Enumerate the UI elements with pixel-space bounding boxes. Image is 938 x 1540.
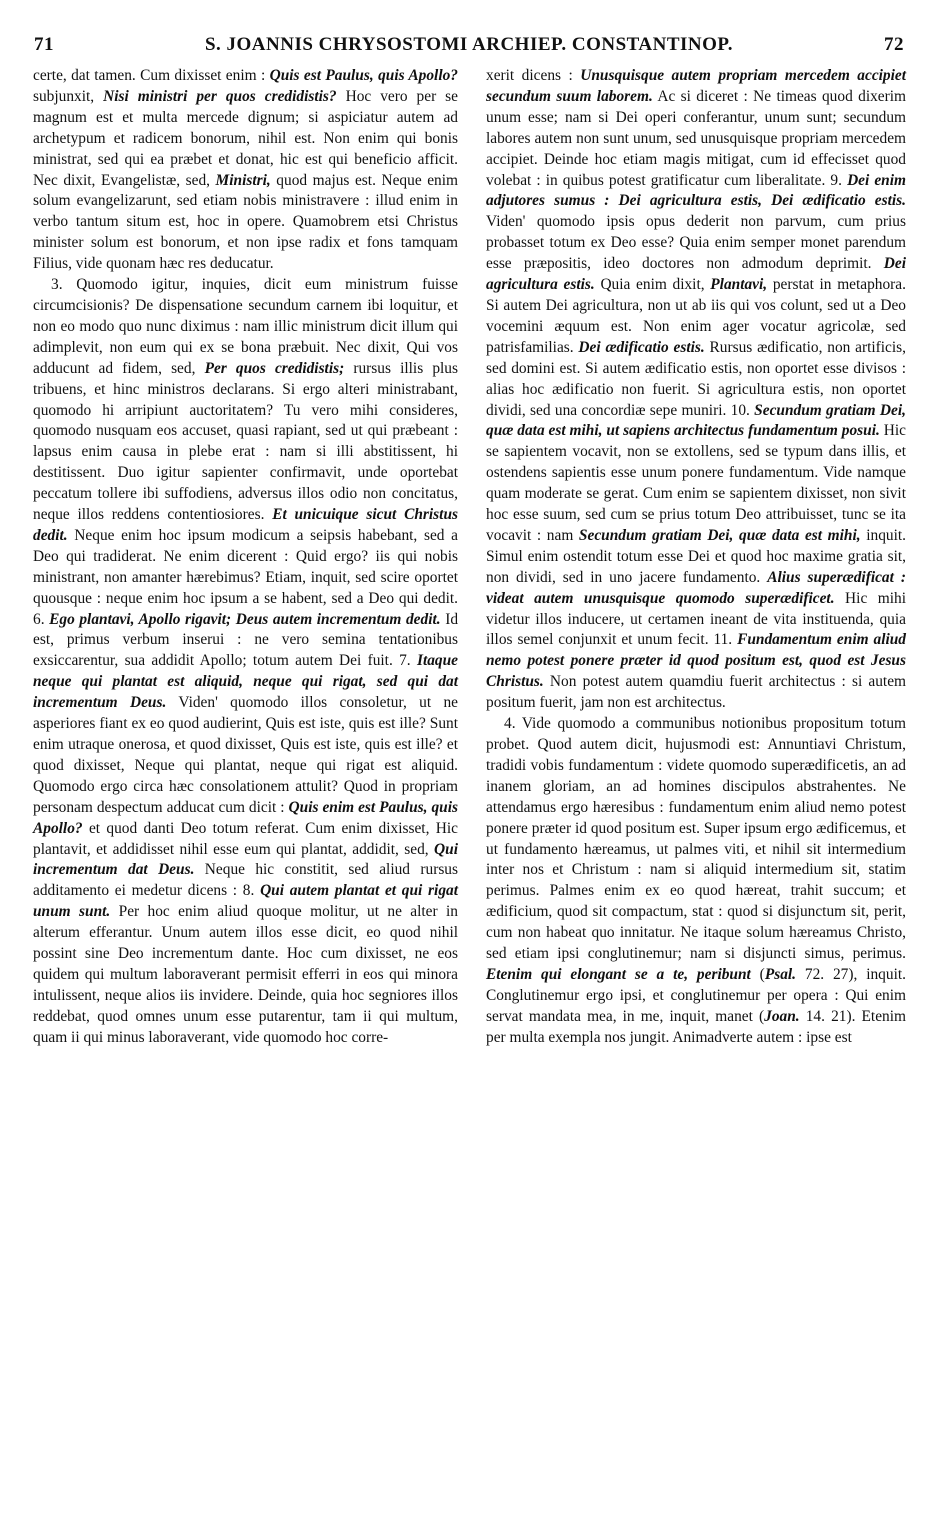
text-run: Ac si diceret : Ne timeas quod dixerim unum esse; nam si Dei operi conferantur, unum sunt; secundum labores autem non sunt unum, sed unusquisque propriam mercedem accipiet. Deinde hoc etiam magis mitigat, cum id effecisset quod volebat : in quibus potest gratificatur cum liberalitate. 9. [486,87,906,189]
text-run: Hic mihi videtur illos inducere, ut certamen ineant de vita instituenda, quia illos semel conjunxit et unum fecit. 11. [486,589,907,649]
text-run: 14. 21). Etenim per multa exempla nos jungit. Animadverte autem : ipse est [486,1007,906,1046]
italic-quotation: Alius superædificat : videat autem unusquisque quomodo superædificet. [486,568,906,607]
text-run: subjunxit, [33,87,104,105]
italic-quotation: Quis enim est Paulus, quis Apollo? [33,798,458,837]
paragraph [486,714,906,1049]
page-header [34,30,904,60]
text-run: Hic se sapientem vocavit, non se extollens, sed se typum dans illis, et ostendens sapientis esse unum ponere fundamentum. Vide namque quam moderate se gerat. Cum enim se sapientem dixisset, non sivit hoc esse suum, sed cum se prius totum Deo attribuisset, tunc se ita vocavit : nam [486,422,906,544]
text-run: Neque enim hoc ipsum modicum a seipsis habebant, sed a Deo qui tradiderat. Ne enim dicerent : Quid ergo? iis qui nobis ministrant, non amanter hærebimus? Etiam, inquit, sed scire oportet quousque : neque enim hoc ipsum a se habent, sed a Deo qui dedit. 6. [33,526,458,628]
italic-quotation: Qui incrementum dat Deus. [33,840,458,879]
text-run: Hoc vero per se magnum est et multa mercede dignum; si aspiciatur autem ad archetypum et radicem bonorum, nihil est. Non enim qui bonis ministrat, sed qui ea præbet et donat, hic est qui beneficio afficit. Nec dixit, Evangelistæ, sed, [33,87,458,189]
italic-quotation: Psal. [764,965,797,983]
italic-quotation: Dei enim adjutores sumus : Dei agricultura estis, Dei ædificatio estis. [486,171,906,210]
paragraph [486,66,906,714]
italic-quotation: Etenim qui elongant se a te, peribunt [486,965,751,983]
italic-quotation: Et unicuique sicut Christus dedit. [33,506,458,544]
text-run: Viden' quomodo illos consoletur, ut ne asperiores fiant ex eo quod audierint, Quis est iste, quis est ille? Sunt enim utraque onerosa, et quod dixisset, Quis est iste, quis est ille? et quod dixisset, Neque qui plantat, neque qui rigat est aliquid. Quomodo ergo circa hæc consolationem attulit? Quod in propriam personam despectum adducat cum dicit : [33,694,458,816]
italic-quotation: Fundamentum enim aliud nemo potest ponere præter id quod positum est, quod est Jesus Christus. [486,631,907,691]
text-run: quod majus est. Neque enim solum evangelizarunt, sed etiam nobis ministravere : illud enim in verbo tantum situm est, hoc in opere. Quamobrem etsi Christus minister solum est bonorum, et non ipse radix et fons tamquam Filius, vide quonam hæc res deducatur. [33,171,458,273]
italic-quotation: Per quos credidistis; [204,359,345,377]
text-run: Viden' quomodo ipsis opus dederit non parvum, cum prius probasset totum ex Deo esse? Quia enim semper monet parendum esse præpositis, ideo doctores non admodum deprimit. [486,213,906,273]
text-run: Quia enim dixit, [594,276,711,294]
italic-quotation: Plantavi, [710,276,768,294]
running-title: S. JOANNIS CHRYSOSTOMI ARCHIEP. CONSTANTINOP. [204,34,734,55]
right-column [486,66,906,1049]
italic-quotation: Itaque neque qui plantat est aliquid, neque qui rigat, sed qui dat incrementum Deus. [33,652,458,712]
text-run: Per hoc enim aliud quoque molitur, ut ne alter in alterum efferantur. Unum autem illos esse dicit, eo quod nihil possint sine Deo incrementum dante. Hoc cum dixisset, ne eos quidem qui multum laboraverant permisit efferri in eos qui minora intulissent, neque alios iis invidere. Deinde, quia hoc segniores illos reddebat, quod omnes unum esse putarentur, tam ii qui multum, quam ii qui minus laboraverant, vide quomodo hoc corre- [33,903,458,1046]
text-run: et quod danti Deo totum referat. Cum enim dixisset, Hic plantavit, et addidisset nihil esse eum qui plantat, addidit, sed, [33,819,458,858]
text-run: certe, dat tamen. Cum dixisset enim : [33,67,270,84]
paragraph [33,66,458,275]
page-number-right: 72 [884,34,904,55]
text-run: Rursus ædificatio, non artificis, sed domini est. Si autem ædificatio estis, non oportet esse divisos : alias hoc ædificatio non fuerit. Si agricultura estis, non oportet dividi, sed una concordiæ sepe muniri. 10. [486,338,906,419]
italic-quotation: Qui autem plantat et qui rigat unum sunt. [33,882,458,921]
italic-quotation: Nisi ministri per quos credidistis? [103,87,337,105]
paragraph [33,275,458,1049]
text-run: Non potest autem quamdiu fuerit architectus : si autem positum fuerit, jam non est architectus. [486,673,906,712]
page-number-left: 71 [34,34,54,55]
text-run: ( [750,965,765,983]
text-run: rursus illis plus tribuens, et hinc ministros declarans. Si ergo alteri ministrabant, quomodo hi arripiunt auctoritatem? Tu vero mihi consideres, quomodo nusquam eos accuset, quasi rapiant, sed ut qui præbeant : lapsus enim causa in plebe erat : nam si illi abstitissent, hi destitissent. Duo igitur sapienter confirmavit, unde oportebat peccatum tollere ibi suffodiens, adversus illos odio non concitatus, neque illos reddens contentiosiores. [33,359,458,524]
text-run: 3. Quomodo igitur, inquies, dicit eum ministrum fuisse circumcisionis? De dispensatione secundum carnem ibi loquitur, et non eo modo quo nunc diximus : nam illic ministrum dicit illum qui adimplevit, non eum qui ex se bona præbuit. Nec dixit, Qui vos adducunt ad fidem, sed, [33,276,458,377]
italic-quotation: Dei agricultura estis. [486,255,906,294]
text-run: inquit. Simul enim ostendit totum esse Dei et quod hoc maxime gratia sit, non dividi, sed in uno jacere fundamento. [486,526,906,586]
italic-quotation: Joan. [764,1007,800,1025]
text-run: xerit dicens : [486,67,581,84]
text-run: Id est, primus verbum inserui : ne vero semina tentationibus exsiccarentur, sua addidit Apollo; totum autem Dei fuit. 7. [33,610,459,670]
italic-quotation: Unusquisque autem propriam mercedem accipiet secundum suum laborem. [486,67,907,105]
italic-quotation: Ministri, [215,171,271,189]
italic-quotation: Ego plantavi, Apollo rigavit; Deus autem incrementum dedit. [49,610,441,628]
text-run: perstat in metaphora. Si autem Dei agricultura, non ut ab iis qui vos colunt, sed ut a Deo vocemini æquum est. Non enim ager vocatur agricolæ, sed patrisfamilias. [486,276,906,356]
text-run: 72. 27), inquit. Conglutinemur ergo ipsi, et conglutinemur per opera : Qui enim servat mandata mea, in me, inquit, manet ( [486,965,906,1025]
italic-quotation: Dei ædificatio estis. [578,338,705,356]
italic-quotation: Secundum gratiam Dei, quæ data est mihi, ut sapiens architectus fundamentum posui. [486,401,907,440]
italic-quotation: Quis est Paulus, quis Apollo? [269,67,458,84]
italic-quotation: Secundum gratiam Dei, quæ data est mihi, [578,526,861,544]
text-run: Neque hic constitit, sed aliud rursus additamento ei medetur dicens : 8. [33,861,458,900]
left-column [33,66,458,1049]
text-run: 4. Vide quomodo a communibus notionibus propositum totum probet. Quod autem dicit, hujusmodi est: Annuntiavi Christum, tradidi vobis fundamentum : videte quomodo superædificetis, an ad inanem gloriam, an ad homines discipulos abstrahentes. Ne attendamus ergo hæresibus : fundamentum enim aliud nemo potest ponere præter id quod positum est. Super ipsum ergo ædificemus, et ut fundamento hæreamus, ut palmes viti, et nihil sit intermedium inter nos et Christum : nam si aliquid intermedium sit, statim perimus. Palmes enim ex eo quod hæreat, trahit succum; et ædificium, quod sit compactum, stat : quod si disjunctum sit, perit, cum non habeat quo innitatur. Ne itaque solum hæreamus Christo, sed etiam ipsi conglutinemur; nam si disjuncti simus, perimus. [486,715,906,963]
